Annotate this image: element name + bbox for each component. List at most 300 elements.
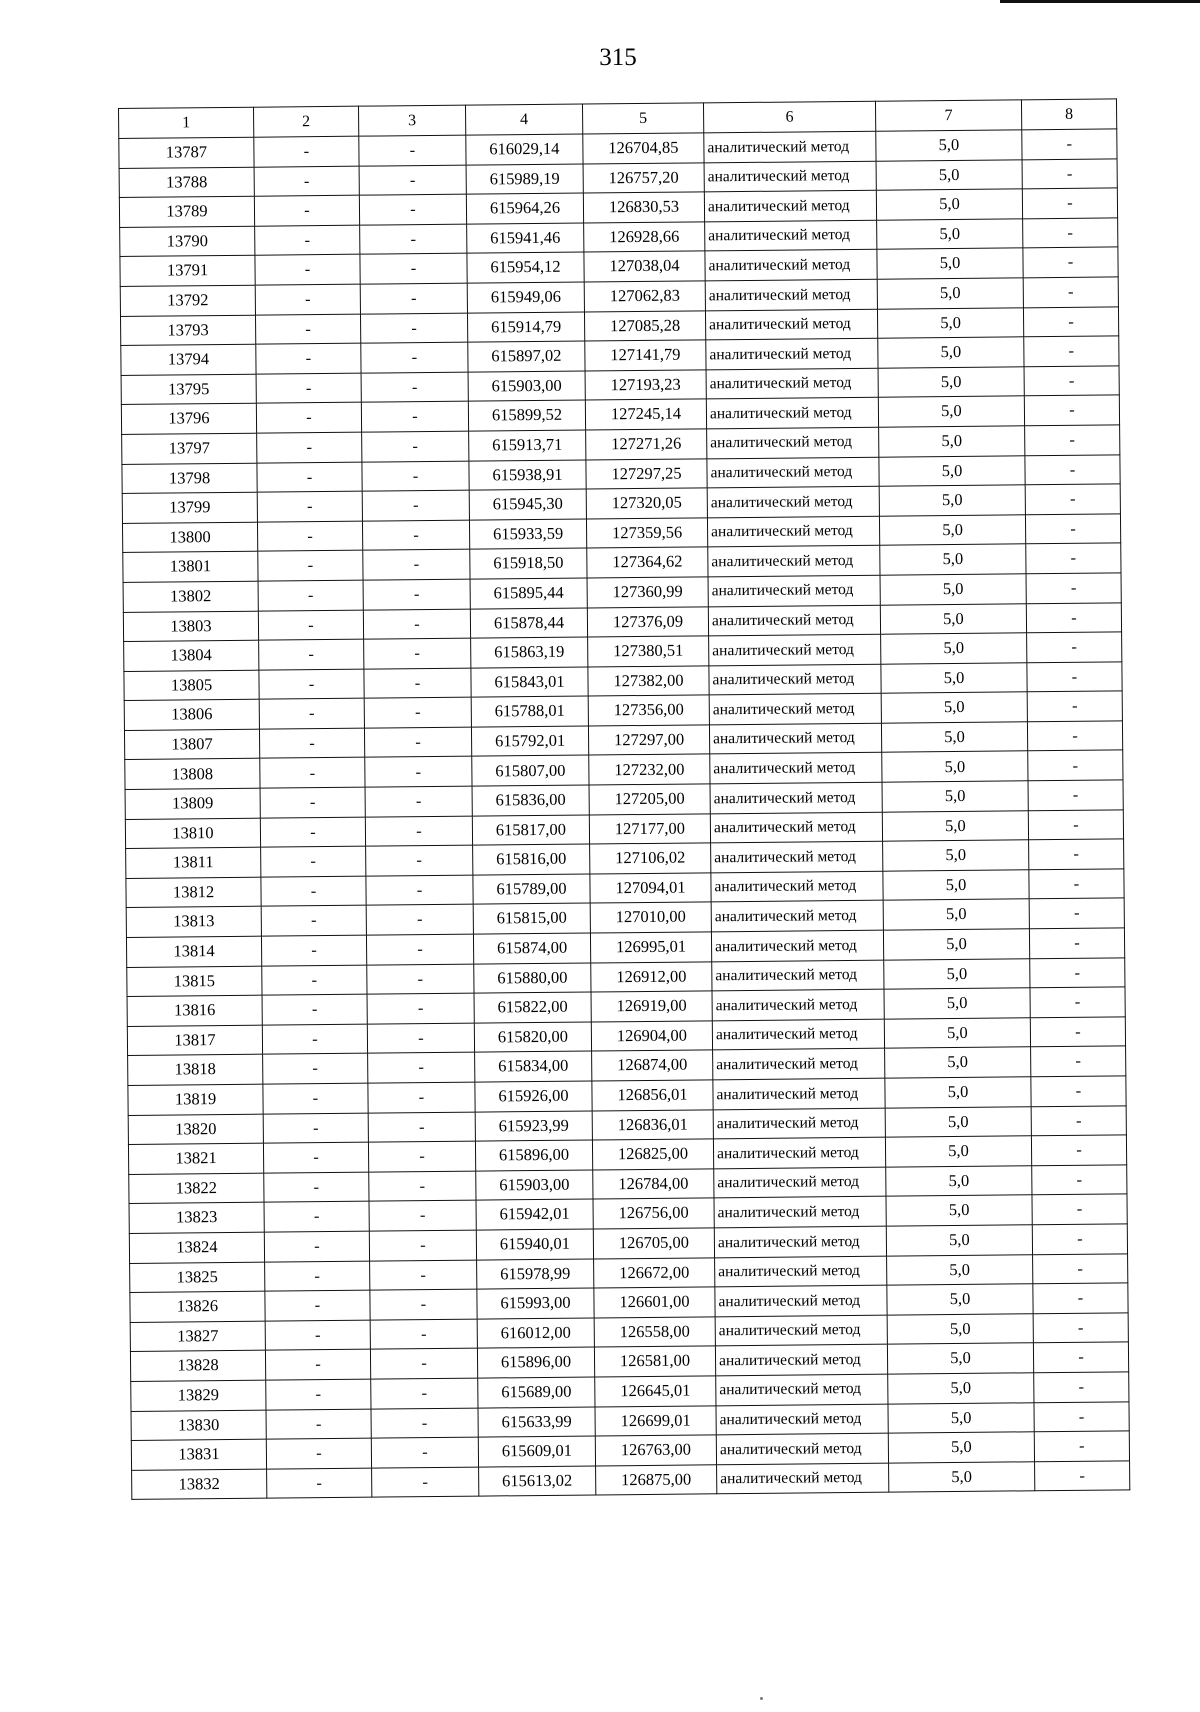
y-coordinate-cell: 126763,00 <box>595 1435 716 1466</box>
method-cell: аналитический метод <box>707 427 879 458</box>
column-2-cell: - <box>257 432 362 463</box>
column-3-cell: - <box>365 816 472 847</box>
y-coordinate-cell: 126856,01 <box>592 1080 713 1111</box>
point-number-cell: 13822 <box>129 1173 264 1204</box>
x-coordinate-cell: 615836,00 <box>472 785 589 816</box>
x-coordinate-cell: 615941,46 <box>467 223 584 254</box>
y-coordinate-cell: 127141,79 <box>585 340 706 371</box>
column-2-cell: - <box>261 935 366 966</box>
x-coordinate-cell: 615949,06 <box>467 282 584 313</box>
y-coordinate-cell: 126830,53 <box>583 192 704 223</box>
column-3-cell: - <box>369 1200 476 1231</box>
y-coordinate-cell: 126705,00 <box>593 1228 714 1259</box>
method-cell: аналитический метод <box>713 1049 885 1080</box>
x-coordinate-cell: 615792,01 <box>471 726 588 757</box>
x-coordinate-cell: 615788,01 <box>471 696 588 727</box>
point-number-cell: 13800 <box>122 522 257 553</box>
header-cell: 7 <box>875 100 1021 131</box>
method-cell: аналитический метод <box>708 575 880 606</box>
point-number-cell: 13811 <box>126 847 261 878</box>
column-3-cell: - <box>362 431 469 462</box>
point-number-cell: 13793 <box>120 315 255 346</box>
method-cell: аналитический метод <box>712 989 884 1020</box>
column-2-cell: - <box>266 1409 371 1440</box>
column-8-cell: - <box>1027 721 1122 752</box>
x-coordinate-cell: 615874,00 <box>473 933 590 964</box>
accuracy-cell: 5,0 <box>885 1077 1031 1108</box>
method-cell: аналитический метод <box>714 1197 886 1228</box>
accuracy-cell: 5,0 <box>876 130 1022 161</box>
y-coordinate-cell: 126928,66 <box>584 222 705 253</box>
column-3-cell: - <box>361 342 468 373</box>
method-cell: аналитический метод <box>709 723 881 754</box>
header-cell: 4 <box>465 104 582 135</box>
method-cell: аналитический метод <box>704 161 876 192</box>
y-coordinate-cell: 126825,00 <box>592 1139 713 1170</box>
column-3-cell: - <box>360 283 467 314</box>
column-3-cell: - <box>370 1260 477 1291</box>
point-number-cell: 13832 <box>132 1469 267 1500</box>
column-8-cell: - <box>1028 810 1123 841</box>
x-coordinate-cell: 615843,01 <box>471 667 588 698</box>
x-coordinate-cell: 615895,44 <box>470 578 587 609</box>
point-number-cell: 13823 <box>129 1203 264 1234</box>
column-2-cell: - <box>255 225 360 256</box>
column-8-cell: - <box>1033 1283 1128 1314</box>
column-2-cell: - <box>263 1083 368 1114</box>
accuracy-cell: 5,0 <box>882 810 1028 841</box>
x-coordinate-cell: 615789,00 <box>473 874 590 905</box>
accuracy-cell: 5,0 <box>885 1047 1031 1078</box>
point-number-cell: 13809 <box>125 788 260 819</box>
column-8-cell: - <box>1030 1017 1125 1048</box>
y-coordinate-cell: 126904,00 <box>591 1021 712 1052</box>
point-number-cell: 13796 <box>121 404 256 435</box>
column-2-cell: - <box>265 1320 370 1351</box>
column-3-cell: - <box>366 875 473 906</box>
y-coordinate-cell: 127297,00 <box>588 725 709 756</box>
point-number-cell: 13810 <box>125 818 260 849</box>
column-8-cell: - <box>1023 247 1118 278</box>
method-cell: аналитический метод <box>711 871 883 902</box>
accuracy-cell: 5,0 <box>877 219 1023 250</box>
column-2-cell: - <box>266 1379 371 1410</box>
point-number-cell: 13787 <box>119 137 254 168</box>
point-number-cell: 13801 <box>123 551 258 582</box>
column-2-cell: - <box>257 521 362 552</box>
y-coordinate-cell: 127320,05 <box>586 488 707 519</box>
x-coordinate-cell: 615815,00 <box>473 903 590 934</box>
column-8-cell: - <box>1032 1224 1127 1255</box>
column-2-cell: - <box>259 728 364 759</box>
point-number-cell: 13830 <box>131 1410 266 1441</box>
method-cell: аналитический метод <box>704 190 876 221</box>
x-coordinate-cell: 615863,19 <box>471 637 588 668</box>
method-cell: аналитический метод <box>708 605 880 636</box>
accuracy-cell: 5,0 <box>884 1018 1030 1049</box>
column-2-cell: - <box>257 462 362 493</box>
accuracy-cell: 5,0 <box>883 870 1029 901</box>
method-cell: аналитический метод <box>715 1285 887 1316</box>
header-cell: 3 <box>358 105 465 136</box>
point-number-cell: 13805 <box>124 670 259 701</box>
accuracy-cell: 5,0 <box>877 307 1023 338</box>
point-number-cell: 13813 <box>126 907 261 938</box>
column-3-cell: - <box>360 313 467 344</box>
point-number-cell: 13816 <box>127 995 262 1026</box>
column-8-cell: - <box>1034 1431 1129 1462</box>
point-number-cell: 13795 <box>121 374 256 405</box>
accuracy-cell: 5,0 <box>883 929 1029 960</box>
point-number-cell: 13794 <box>121 344 256 375</box>
y-coordinate-cell: 126558,00 <box>594 1317 715 1348</box>
point-number-cell: 13789 <box>119 196 254 227</box>
point-number-cell: 13817 <box>127 1025 262 1056</box>
y-coordinate-cell: 127038,04 <box>584 251 705 282</box>
column-8-cell: - <box>1022 188 1117 219</box>
method-cell: аналитический метод <box>717 1463 889 1494</box>
method-cell: аналитический метод <box>706 368 878 399</box>
y-coordinate-cell: 126672,00 <box>594 1257 715 1288</box>
column-2-cell: - <box>263 1142 368 1173</box>
column-2-cell: - <box>255 284 360 315</box>
point-number-cell: 13828 <box>130 1350 265 1381</box>
y-coordinate-cell: 126756,00 <box>593 1198 714 1229</box>
point-number-cell: 13806 <box>124 699 259 730</box>
x-coordinate-cell: 615938,91 <box>469 460 586 491</box>
column-3-cell: - <box>364 727 471 758</box>
method-cell: аналитический метод <box>715 1315 887 1346</box>
column-8-cell: - <box>1023 218 1118 249</box>
column-8-cell: - <box>1029 898 1124 929</box>
method-cell: аналитический метод <box>713 1137 885 1168</box>
x-coordinate-cell: 615807,00 <box>472 755 589 786</box>
y-coordinate-cell: 126784,00 <box>593 1169 714 1200</box>
column-3-cell: - <box>371 1378 478 1409</box>
column-8-cell: - <box>1023 277 1118 308</box>
x-coordinate-cell: 615942,01 <box>476 1199 593 1230</box>
y-coordinate-cell: 126912,00 <box>591 961 712 992</box>
method-cell: аналитический метод <box>713 1078 885 1109</box>
point-number-cell: 13803 <box>123 611 258 642</box>
column-2-cell: - <box>265 1349 370 1380</box>
y-coordinate-cell: 127085,28 <box>584 310 705 341</box>
column-2-cell: - <box>255 314 360 345</box>
column-8-cell: - <box>1035 1461 1130 1492</box>
accuracy-cell: 5,0 <box>879 515 1025 546</box>
column-2-cell: - <box>258 580 363 611</box>
y-coordinate-cell: 126645,01 <box>595 1376 716 1407</box>
point-number-cell: 13831 <box>131 1439 266 1470</box>
x-coordinate-cell: 615945,30 <box>469 489 586 520</box>
header-cell: 2 <box>253 106 358 137</box>
accuracy-cell: 5,0 <box>886 1195 1032 1226</box>
column-3-cell: - <box>370 1319 477 1350</box>
method-cell: аналитический метод <box>706 338 878 369</box>
coordinates-table <box>118 98 1130 1500</box>
x-coordinate-cell: 615896,00 <box>477 1347 594 1378</box>
y-coordinate-cell: 126836,01 <box>592 1109 713 1140</box>
point-number-cell: 13799 <box>122 492 257 523</box>
column-2-cell: - <box>263 1113 368 1144</box>
column-3-cell: - <box>362 461 469 492</box>
x-coordinate-cell: 615978,99 <box>477 1259 594 1290</box>
column-2-cell: - <box>258 610 363 641</box>
method-cell: аналитический метод <box>707 486 879 517</box>
column-8-cell: - <box>1027 691 1122 722</box>
accuracy-cell: 5,0 <box>882 751 1028 782</box>
accuracy-cell: 5,0 <box>882 781 1028 812</box>
column-2-cell: - <box>263 1054 368 1085</box>
accuracy-cell: 5,0 <box>888 1432 1034 1463</box>
x-coordinate-cell: 615878,44 <box>470 608 587 639</box>
accuracy-cell: 5,0 <box>886 1225 1032 1256</box>
point-number-cell: 13819 <box>128 1084 263 1115</box>
method-cell: аналитический метод <box>713 1108 885 1139</box>
column-2-cell: - <box>259 698 364 729</box>
accuracy-cell: 5,0 <box>880 544 1026 575</box>
x-coordinate-cell: 615989,19 <box>466 164 583 195</box>
column-2-cell: - <box>256 403 361 434</box>
accuracy-cell: 5,0 <box>878 367 1024 398</box>
column-8-cell: - <box>1025 484 1120 515</box>
point-number-cell: 13808 <box>125 759 260 790</box>
y-coordinate-cell: 127297,25 <box>586 458 707 489</box>
point-number-cell: 13814 <box>126 936 261 967</box>
column-8-cell: - <box>1026 573 1121 604</box>
column-3-cell: - <box>363 609 470 640</box>
column-3-cell: - <box>372 1467 479 1498</box>
x-coordinate-cell: 615633,99 <box>478 1407 595 1438</box>
method-cell: аналитический метод <box>715 1256 887 1287</box>
column-3-cell: - <box>361 401 468 432</box>
x-coordinate-cell: 616029,14 <box>466 134 583 165</box>
y-coordinate-cell: 126875,00 <box>596 1465 717 1496</box>
x-coordinate-cell: 615954,12 <box>467 252 584 283</box>
accuracy-cell: 5,0 <box>880 574 1026 605</box>
header-cell: 1 <box>119 107 254 138</box>
x-coordinate-cell: 615609,01 <box>478 1436 595 1467</box>
point-number-cell: 13790 <box>120 226 255 257</box>
column-8-cell: - <box>1022 129 1117 160</box>
x-coordinate-cell: 615880,00 <box>474 963 591 994</box>
column-3-cell: - <box>368 1053 475 1084</box>
method-cell: аналитический метод <box>711 901 883 932</box>
column-8-cell: - <box>1031 1076 1126 1107</box>
y-coordinate-cell: 127062,83 <box>584 281 705 312</box>
point-number-cell: 13798 <box>122 463 257 494</box>
accuracy-cell: 5,0 <box>881 722 1027 753</box>
accuracy-cell: 5,0 <box>884 958 1030 989</box>
y-coordinate-cell: 127232,00 <box>589 754 710 785</box>
scan-speck <box>760 1697 763 1700</box>
method-cell: аналитический метод <box>705 250 877 281</box>
x-coordinate-cell: 615964,26 <box>466 193 583 224</box>
column-2-cell: - <box>262 994 367 1025</box>
x-coordinate-cell: 615613,02 <box>479 1466 596 1497</box>
method-cell: аналитический метод <box>709 634 881 665</box>
header-cell: 8 <box>1021 99 1116 130</box>
accuracy-cell: 5,0 <box>879 485 1025 516</box>
method-cell: аналитический метод <box>707 457 879 488</box>
accuracy-cell: 5,0 <box>885 1136 1031 1167</box>
column-3-cell: - <box>366 845 473 876</box>
column-3-cell: - <box>366 934 473 965</box>
column-3-cell: - <box>360 224 467 255</box>
column-2-cell: - <box>261 876 366 907</box>
method-cell: аналитический метод <box>710 812 882 843</box>
y-coordinate-cell: 127193,23 <box>585 370 706 401</box>
point-number-cell: 13807 <box>124 729 259 760</box>
method-cell: аналитический метод <box>710 753 882 784</box>
y-coordinate-cell: 127364,62 <box>587 547 708 578</box>
x-coordinate-cell: 615903,00 <box>468 371 585 402</box>
column-3-cell: - <box>367 993 474 1024</box>
method-cell: аналитический метод <box>715 1345 887 1376</box>
x-coordinate-cell: 615822,00 <box>474 992 591 1023</box>
column-2-cell: - <box>258 550 363 581</box>
column-8-cell: - <box>1031 1046 1126 1077</box>
column-8-cell: - <box>1034 1372 1129 1403</box>
x-coordinate-cell: 615993,00 <box>477 1288 594 1319</box>
column-2-cell: - <box>256 373 361 404</box>
point-number-cell: 13802 <box>123 581 258 612</box>
column-3-cell: - <box>360 254 467 285</box>
column-2-cell: - <box>260 817 365 848</box>
column-8-cell: - <box>1022 159 1117 190</box>
column-3-cell: - <box>362 490 469 521</box>
column-8-cell: - <box>1033 1342 1128 1373</box>
x-coordinate-cell: 615816,00 <box>473 844 590 875</box>
y-coordinate-cell: 126995,01 <box>590 932 711 963</box>
column-3-cell: - <box>361 372 468 403</box>
y-coordinate-cell: 127360,99 <box>587 577 708 608</box>
column-3-cell: - <box>371 1437 478 1468</box>
column-3-cell: - <box>369 1171 476 1202</box>
column-2-cell: - <box>259 639 364 670</box>
column-2-cell: - <box>255 255 360 286</box>
accuracy-cell: 5,0 <box>881 633 1027 664</box>
column-8-cell: - <box>1032 1165 1127 1196</box>
column-3-cell: - <box>368 1141 475 1172</box>
y-coordinate-cell: 127356,00 <box>588 695 709 726</box>
top-border-line <box>1000 0 1200 3</box>
column-3-cell: - <box>368 1082 475 1113</box>
column-8-cell: - <box>1023 306 1118 337</box>
column-8-cell: - <box>1025 514 1120 545</box>
x-coordinate-cell: 615923,99 <box>475 1111 592 1142</box>
column-3-cell: - <box>368 1112 475 1143</box>
column-8-cell: - <box>1028 750 1123 781</box>
accuracy-cell: 5,0 <box>883 899 1029 930</box>
accuracy-cell: 5,0 <box>877 248 1023 279</box>
accuracy-cell: 5,0 <box>888 1402 1034 1433</box>
method-cell: аналитический метод <box>705 220 877 251</box>
y-coordinate-cell: 126699,01 <box>595 1405 716 1436</box>
column-3-cell: - <box>362 520 469 551</box>
column-3-cell: - <box>365 757 472 788</box>
column-8-cell: - <box>1033 1313 1128 1344</box>
accuracy-cell: 5,0 <box>876 159 1022 190</box>
column-2-cell: - <box>265 1261 370 1292</box>
accuracy-cell: 5,0 <box>879 426 1025 457</box>
point-number-cell: 13797 <box>122 433 257 464</box>
column-3-cell: - <box>369 1230 476 1261</box>
accuracy-cell: 5,0 <box>878 396 1024 427</box>
column-8-cell: - <box>1029 928 1124 959</box>
column-2-cell: - <box>257 491 362 522</box>
method-cell: аналитический метод <box>711 930 883 961</box>
accuracy-cell: 5,0 <box>884 988 1030 1019</box>
column-8-cell: - <box>1026 543 1121 574</box>
y-coordinate-cell: 126874,00 <box>592 1050 713 1081</box>
accuracy-cell: 5,0 <box>887 1314 1033 1345</box>
x-coordinate-cell: 615896,00 <box>475 1140 592 1171</box>
column-3-cell: - <box>364 697 471 728</box>
accuracy-cell: 5,0 <box>888 1373 1034 1404</box>
column-3-cell: - <box>363 579 470 610</box>
column-8-cell: - <box>1024 395 1119 426</box>
column-2-cell: - <box>254 166 359 197</box>
method-cell: аналитический метод <box>714 1167 886 1198</box>
column-8-cell: - <box>1032 1194 1127 1225</box>
column-8-cell: - <box>1031 1105 1126 1136</box>
accuracy-cell: 5,0 <box>887 1254 1033 1285</box>
column-2-cell: - <box>256 343 361 374</box>
x-coordinate-cell: 615820,00 <box>474 1022 591 1053</box>
column-8-cell: - <box>1027 662 1122 693</box>
point-number-cell: 13818 <box>128 1055 263 1086</box>
column-3-cell: - <box>371 1408 478 1439</box>
method-cell: аналитический метод <box>716 1374 888 1405</box>
accuracy-cell: 5,0 <box>878 337 1024 368</box>
method-cell: аналитический метод <box>704 131 876 162</box>
accuracy-cell: 5,0 <box>881 662 1027 693</box>
y-coordinate-cell: 126601,00 <box>594 1287 715 1318</box>
y-coordinate-cell: 127094,01 <box>590 873 711 904</box>
accuracy-cell: 5,0 <box>883 840 1029 871</box>
x-coordinate-cell: 615903,00 <box>476 1170 593 1201</box>
y-coordinate-cell: 127010,00 <box>590 902 711 933</box>
accuracy-cell: 5,0 <box>881 692 1027 723</box>
x-coordinate-cell: 615817,00 <box>472 815 589 846</box>
column-2-cell: - <box>260 787 365 818</box>
method-cell: аналитический метод <box>705 279 877 310</box>
y-coordinate-cell: 126757,20 <box>583 162 704 193</box>
column-2-cell: - <box>267 1468 372 1499</box>
column-2-cell: - <box>260 758 365 789</box>
y-coordinate-cell: 126704,85 <box>583 133 704 164</box>
column-8-cell: - <box>1031 1135 1126 1166</box>
point-number-cell: 13792 <box>120 285 255 316</box>
column-8-cell: - <box>1029 869 1124 900</box>
y-coordinate-cell: 127271,26 <box>586 429 707 460</box>
column-2-cell: - <box>254 136 359 167</box>
y-coordinate-cell: 126581,00 <box>594 1346 715 1377</box>
column-8-cell: - <box>1034 1401 1129 1432</box>
x-coordinate-cell: 615918,50 <box>470 548 587 579</box>
point-number-cell: 13821 <box>128 1143 263 1174</box>
column-3-cell: - <box>367 964 474 995</box>
column-8-cell: - <box>1030 958 1125 989</box>
column-8-cell: - <box>1025 454 1120 485</box>
accuracy-cell: 5,0 <box>880 603 1026 634</box>
header-cell: 6 <box>703 101 875 133</box>
method-cell: аналитический метод <box>709 693 881 724</box>
x-coordinate-cell: 615899,52 <box>468 400 585 431</box>
y-coordinate-cell: 127359,56 <box>586 518 707 549</box>
column-8-cell: - <box>1026 602 1121 633</box>
